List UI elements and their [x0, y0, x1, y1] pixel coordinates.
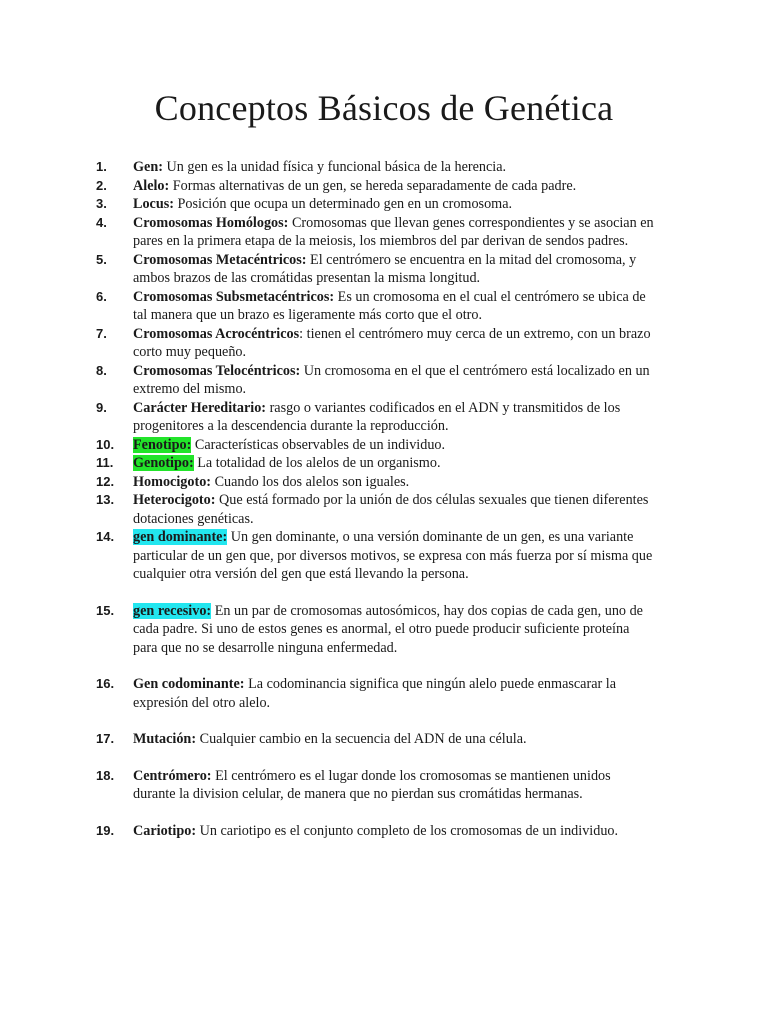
item-description: Es un cromosoma en el cual el centrómero se ubica de tal manera que un brazo es ligeramente más corto que el otro.: [133, 288, 646, 323]
item-term: Cromosomas Telocéntricos:: [133, 362, 301, 379]
item-number: 4.: [96, 214, 107, 230]
list-item: [0, 195, 768, 214]
item-number: 6.: [96, 288, 107, 304]
list-item: [0, 730, 768, 749]
item-term: Cariotipo:: [133, 822, 197, 839]
list-item: [0, 528, 768, 584]
concept-list: [0, 158, 768, 840]
list-item: [0, 454, 768, 473]
item-description: rasgo o variantes codificados en el ADN y transmitidos de los progenitores a la descendencia durante la reproducción.: [133, 399, 621, 434]
item-description: Cualquier cambio en la secuencia del ADN de una célula.: [196, 731, 527, 747]
item-description: Que está formado por la unión de dos células sexuales que tienen diferentes dotaciones genéticas.: [133, 492, 649, 527]
item-term: Gen codominante:: [133, 676, 245, 692]
list-item: [0, 602, 768, 658]
list-item: [0, 473, 768, 492]
item-term: Gen:: [133, 159, 163, 175]
item-description: Un cariotipo es el conjunto completo de los cromosomas de un individuo.: [196, 822, 619, 839]
item-term-highlighted: gen dominante:: [133, 529, 228, 545]
list-item: [0, 362, 768, 399]
item-description: Cromosomas que llevan genes correspondientes y se asocian en pares en la primera etapa de la meiosis, los miembros del par derivan de sendos padres.: [133, 214, 654, 249]
item-number: 8.: [96, 362, 107, 378]
list-item: [0, 251, 768, 288]
list-item: [0, 436, 768, 455]
item-number: 18.: [96, 767, 115, 783]
list-item: [0, 399, 768, 436]
item-number: 12.: [96, 473, 115, 489]
item-number: 16.: [96, 676, 115, 691]
item-description: Un gen es la unidad física y funcional básica de la herencia.: [162, 159, 507, 175]
item-number: 9.: [96, 399, 107, 415]
item-term: Homocigoto:: [133, 473, 212, 490]
list-item: [0, 214, 768, 251]
list-item: [0, 288, 768, 325]
list-item: [0, 675, 768, 712]
item-term: Centrómero:: [133, 767, 212, 784]
item-number: 1.: [96, 159, 107, 174]
item-term: Cromosomas Acrocéntricos: [133, 325, 300, 342]
item-description: Formas alternativas de un gen, se hereda separadamente de cada padre.: [169, 177, 577, 194]
item-term: Mutación:: [133, 731, 197, 747]
list-item: [0, 767, 768, 804]
item-number: 19.: [96, 822, 115, 838]
item-number: 5.: [96, 251, 107, 267]
item-term-highlighted: gen recesivo:: [133, 602, 212, 619]
item-description: En un par de cromosomas autosómicos, hay dos copias de cada gen, uno de cada padre. Si uno de estos genes es anormal, el otro puede producir suficiente proteína para que no se desarrolle ninguna enfermedad.: [133, 602, 643, 656]
item-number: 14.: [96, 529, 115, 544]
item-number: 17.: [96, 731, 115, 746]
item-description: La totalidad de los alelos de un organismo.: [193, 455, 441, 471]
item-term: Heterocigoto:: [133, 492, 216, 508]
item-number: 13.: [96, 492, 115, 507]
list-item: [0, 491, 768, 528]
item-term-highlighted: Genotipo:: [133, 455, 194, 471]
item-description: El centrómero es el lugar donde los cromosomas se mantienen unidos durante la division celular, de manera que no pierdan sus cromátidas hermanas.: [133, 767, 611, 802]
list-item: [0, 177, 768, 196]
item-term: Alelo:: [133, 177, 170, 194]
item-number: 11.: [96, 455, 114, 470]
item-number: 10.: [96, 436, 115, 452]
item-description: La codominancia significa que ningún alelo puede enmascarar la expresión del otro alelo.: [133, 676, 617, 711]
item-term: Locus:: [133, 196, 174, 212]
item-number: 3.: [96, 196, 107, 211]
item-number: 7.: [96, 325, 107, 341]
item-term: Cromosomas Homólogos:: [133, 214, 289, 231]
item-description: Posición que ocupa un determinado gen en un cromosoma.: [174, 196, 513, 212]
page-title: Conceptos Básicos de Genética: [154, 88, 614, 128]
item-description: Cuando los dos alelos son iguales.: [211, 473, 410, 490]
item-description: Características observables de un individuo.: [191, 436, 446, 453]
item-term-highlighted: Fenotipo:: [133, 436, 192, 453]
item-number: 15.: [96, 602, 115, 618]
item-term: Carácter Hereditario:: [133, 399, 267, 416]
item-description: Un gen dominante, o una versión dominante de un gen, es una variante particular de un gen que, por diversos motivos, se expresa con más fuerza por sí misma que cualquier otra versión del gen que está llevando la persona.: [133, 529, 653, 582]
list-item: [0, 325, 768, 362]
list-item: [0, 822, 768, 841]
item-description: Un cromosoma en el que el centrómero está localizado en un extremo del mismo.: [133, 362, 650, 397]
item-term: Cromosomas Subsmetacéntricos:: [133, 288, 335, 305]
list-item: [0, 158, 768, 177]
item-term: Cromosomas Metacéntricos:: [133, 251, 307, 268]
item-description: El centrómero se encuentra en la mitad del cromosoma, y ambos brazos de las cromátidas presentan la misma longitud.: [133, 251, 637, 286]
item-description: : tienen el centrómero muy cerca de un extremo, con un brazo corto muy pequeño.: [133, 325, 651, 360]
item-number: 2.: [96, 177, 107, 193]
